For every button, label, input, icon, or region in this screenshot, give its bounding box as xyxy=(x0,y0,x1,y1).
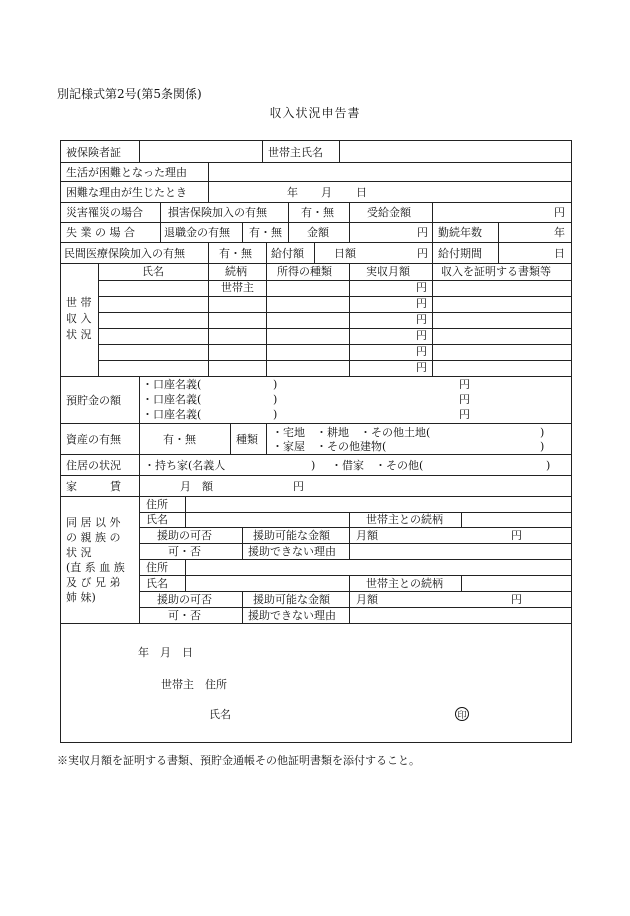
savings-account-2-yen: 円 xyxy=(459,393,470,406)
household-section-label-1: 世 帯 xyxy=(66,296,92,309)
household-section-label-3: 状 況 xyxy=(66,328,92,341)
residence-owned-close: ) xyxy=(311,459,316,472)
relative1-support-ok-label: 援助の可否 xyxy=(157,529,212,542)
years-of-service-label: 勤続年数 xyxy=(438,226,482,239)
relative1-no-support-reason-label: 援助できない理由 xyxy=(248,545,336,558)
private-insurance-label: 民間医療保険加入の有無 xyxy=(64,247,185,260)
household-col-relation: 続柄 xyxy=(225,265,247,278)
daily-amount-label: 日額 xyxy=(334,247,356,260)
assets-label: 資産の有無 xyxy=(66,433,121,446)
residence-owned: ・持ち家(名義人 xyxy=(144,459,226,472)
household-col-name: 氏名 xyxy=(142,265,164,278)
private-insurance-yes-no: 有・無 xyxy=(219,247,252,260)
hardship-reason-label: 生活が困難となった理由 xyxy=(66,166,187,179)
date-month-label: 月 xyxy=(321,186,332,199)
seal-char: 印 xyxy=(457,711,467,721)
savings-account-3-yen: 円 xyxy=(459,408,470,421)
footnote: ※実収月額を証明する書類、預貯金通帳その他証明書類を添付すること。 xyxy=(57,754,420,767)
relative2-support-ok-label: 援助の可否 xyxy=(157,593,212,606)
relative1-possible: 可・否 xyxy=(168,545,201,558)
benefit-amount-label: 給付額 xyxy=(271,247,304,260)
relative1-monthly-label: 月額 xyxy=(356,529,378,542)
residence-other-close: ) xyxy=(546,459,551,472)
relatives-section-label-6: 姉 妹) xyxy=(66,591,96,604)
relative1-yen: 円 xyxy=(511,529,522,542)
benefit-period-label: 給付期間 xyxy=(438,247,482,260)
assets-building-close: ) xyxy=(540,440,545,453)
savings-account-2: ・口座名義( xyxy=(142,393,202,406)
household-head-relation: 世帯主 xyxy=(221,281,254,294)
assets-land-close: ) xyxy=(540,426,545,439)
assets-yes-no: 有・無 xyxy=(163,433,196,446)
date-day-label: 日 xyxy=(356,186,367,199)
relative2-support-amount-label: 援助可能な金額 xyxy=(253,593,330,606)
savings-account-1: ・口座名義( xyxy=(142,378,202,391)
relative2-possible: 可・否 xyxy=(168,609,201,622)
savings-label: 預貯金の額 xyxy=(66,394,121,407)
severance-amount-yen: 円 xyxy=(417,226,428,239)
relatives-section-label-3: 状 況 xyxy=(66,546,92,559)
rent-label: 家 賃 xyxy=(66,480,121,493)
household-row3-yen: 円 xyxy=(416,313,427,326)
unemployment-label: 失 業 の 場 合 xyxy=(66,226,135,239)
signature-date: 年 月 日 xyxy=(138,646,193,659)
relative1-address-label: 住所 xyxy=(146,498,168,511)
disaster-insurance-yes-no: 有・無 xyxy=(301,206,334,219)
signature-head-address: 世帯主 住所 xyxy=(161,678,227,691)
residence-label: 住居の状況 xyxy=(66,459,121,472)
relative2-no-support-reason-label: 援助できない理由 xyxy=(248,609,336,622)
savings-account-1-yen: 円 xyxy=(459,378,470,391)
savings-account-3: ・口座名義( xyxy=(142,408,202,421)
signature-name-label: 氏名 xyxy=(209,708,231,721)
severance-yes-no: 有・無 xyxy=(249,226,282,239)
benefit-period-unit: 日 xyxy=(554,247,565,260)
savings-account-2-close: ) xyxy=(273,393,278,406)
head-of-household-name-label: 世帯主氏名 xyxy=(268,146,323,159)
received-amount-yen: 円 xyxy=(554,206,565,219)
received-amount-label: 受給金額 xyxy=(367,206,411,219)
relative1-support-amount-label: 援助可能な金額 xyxy=(253,529,330,542)
relative2-name-label: 氏名 xyxy=(146,577,168,590)
household-col-income-type: 所得の種類 xyxy=(277,265,332,278)
household-section-label-2: 収 入 xyxy=(66,312,92,325)
household-col-monthly: 実収月額 xyxy=(366,265,410,278)
relative2-relation-label: 世帯主との続柄 xyxy=(366,577,443,590)
relative1-name-label: 氏名 xyxy=(146,513,168,526)
household-row1-yen: 円 xyxy=(416,281,427,294)
assets-building-types: ・家屋 ・その他建物( xyxy=(272,440,387,453)
severance-amount-label: 金額 xyxy=(307,226,329,239)
form-number-label: 別記様式第2号(第5条関係) xyxy=(57,87,202,101)
household-row2-yen: 円 xyxy=(416,297,427,310)
household-row5-yen: 円 xyxy=(416,345,427,358)
seal-mark xyxy=(456,708,469,722)
hardship-date-label: 困難な理由が生じたとき xyxy=(66,186,187,199)
rent-yen: 円 xyxy=(293,480,304,493)
date-year-label: 年 xyxy=(287,186,298,199)
daily-amount-yen: 円 xyxy=(417,247,428,260)
disaster-insurance-label: 損害保険加入の有無 xyxy=(168,206,267,219)
savings-account-3-close: ) xyxy=(273,408,278,421)
household-row4-yen: 円 xyxy=(416,329,427,342)
household-row6-yen: 円 xyxy=(416,361,427,374)
relatives-section-label-2: の 親 族 の xyxy=(66,531,121,544)
relative1-relation-label: 世帯主との続柄 xyxy=(366,513,443,526)
document-title: 収入状況申告書 xyxy=(269,106,361,120)
household-col-proof: 収入を証明する書類等 xyxy=(441,265,551,278)
relatives-section-label-5: 及 び 兄 弟 xyxy=(66,576,121,589)
years-of-service-unit: 年 xyxy=(554,226,565,239)
assets-type-label: 種類 xyxy=(236,433,258,446)
insured-card-label: 被保険者証 xyxy=(66,146,121,159)
residence-rental-other: ・借家 ・その他( xyxy=(331,459,424,472)
rent-monthly-label: 月 額 xyxy=(180,480,213,493)
severance-label: 退職金の有無 xyxy=(164,226,230,239)
savings-account-1-close: ) xyxy=(273,378,278,391)
relative2-address-label: 住所 xyxy=(146,561,168,574)
assets-land-types: ・宅地 ・耕地 ・その他土地( xyxy=(272,426,431,439)
relatives-section-label-1: 同 居 以 外 xyxy=(66,516,121,529)
relatives-section-label-4: (直 系 血 族 xyxy=(66,561,125,574)
relative2-yen: 円 xyxy=(511,593,522,606)
disaster-label: 災害罹災の場合 xyxy=(66,206,143,219)
relative2-monthly-label: 月額 xyxy=(356,593,378,606)
